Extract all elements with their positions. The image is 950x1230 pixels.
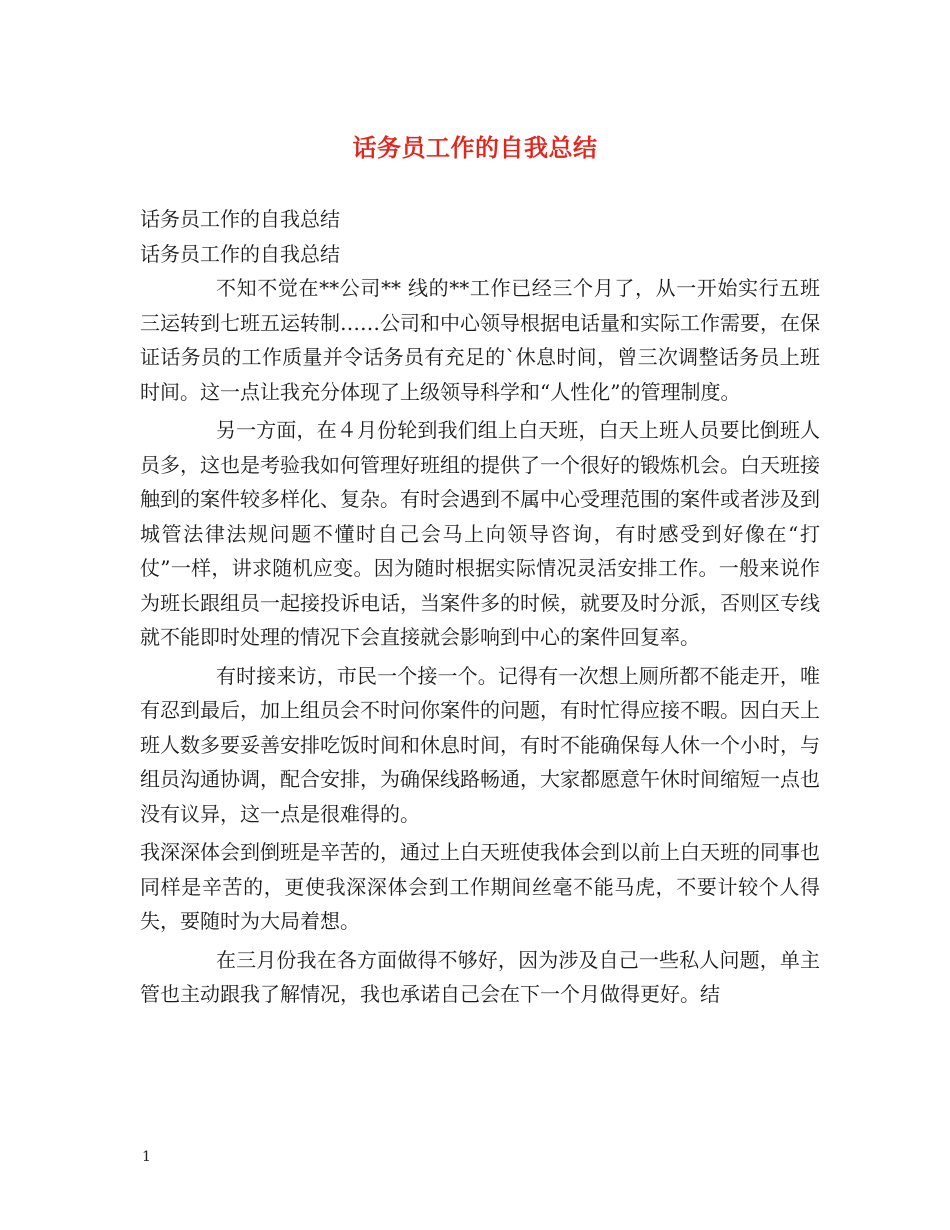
- subtitle-line: 话务员工作的自我总结: [140, 241, 340, 266]
- document-title: 话务员工作的自我总结: [352, 133, 598, 162]
- paragraph-2: 另一方面，在４月份轮到我们组上白天班，白天上班人员要比倒班人员多，这也是考验我如何管理好班组的提供了一个很好的锻炼机会。白天班接触到的案件较多样化、复杂。有时会遇到不属中心受理范围的案件或者涉及到城管法律法规问题不懂时自己会马上向领导咨询，有时感受到好像在“打仗”一样，讲求随机应变。因为随时根据实际情况灵活安排工作。一般来说作为班长跟组员一起接投诉电话，当案件多的时候，就要及时分派，否则区专线就不能即时处理的情况下会直接就会影响到中心的案件回复率。: [140, 418, 820, 649]
- paragraph-5: 在三月份我在各方面做得不够好，因为涉及自己一些私人问题，单主管也主动跟我了解情况，我也承诺自己会在下一个月做得更好。结: [140, 947, 820, 1006]
- document-body: [140, 202, 820, 1016]
- paragraph-3: 有时接来访，市民一个接一个。记得有一次想上厕所都不能走开，唯有忍到最后，加上组员会不时问你案件的问题，有时忙得应接不暇。因白天上班人数多要妥善安排吃饭时间和休息时间，有时不能确保每人休一个小时，与组员沟通协调，配合安排，为确保线路畅通，大家都愿意午休时间缩短一点也没有议异，这一点是很难得的。: [140, 663, 820, 826]
- paragraph-1: 不知不觉在**公司** 线的**工作已经三个月了，从一开始实行五班三运转到七班五运转制……公司和中心领导根据电话量和实际工作需要，在保证话务员的工作质量并令话务员有充足的`休息时间，曾三次调整话务员上班时间。这一点让我充分体现了上级领导科学和“人性化”的管理制度。: [140, 276, 820, 404]
- page-number: 1: [142, 1149, 151, 1165]
- subtitle-line: 话务员工作的自我总结: [140, 207, 340, 231]
- paragraph-4: 我深深体会到倒班是辛苦的，通过上白天班使我体会到以前上白天班的同事也同样是辛苦的，更使我深深体会到工作期间丝毫不能马虎，不要计较个人得失，要随时为大局着想。: [140, 840, 820, 933]
